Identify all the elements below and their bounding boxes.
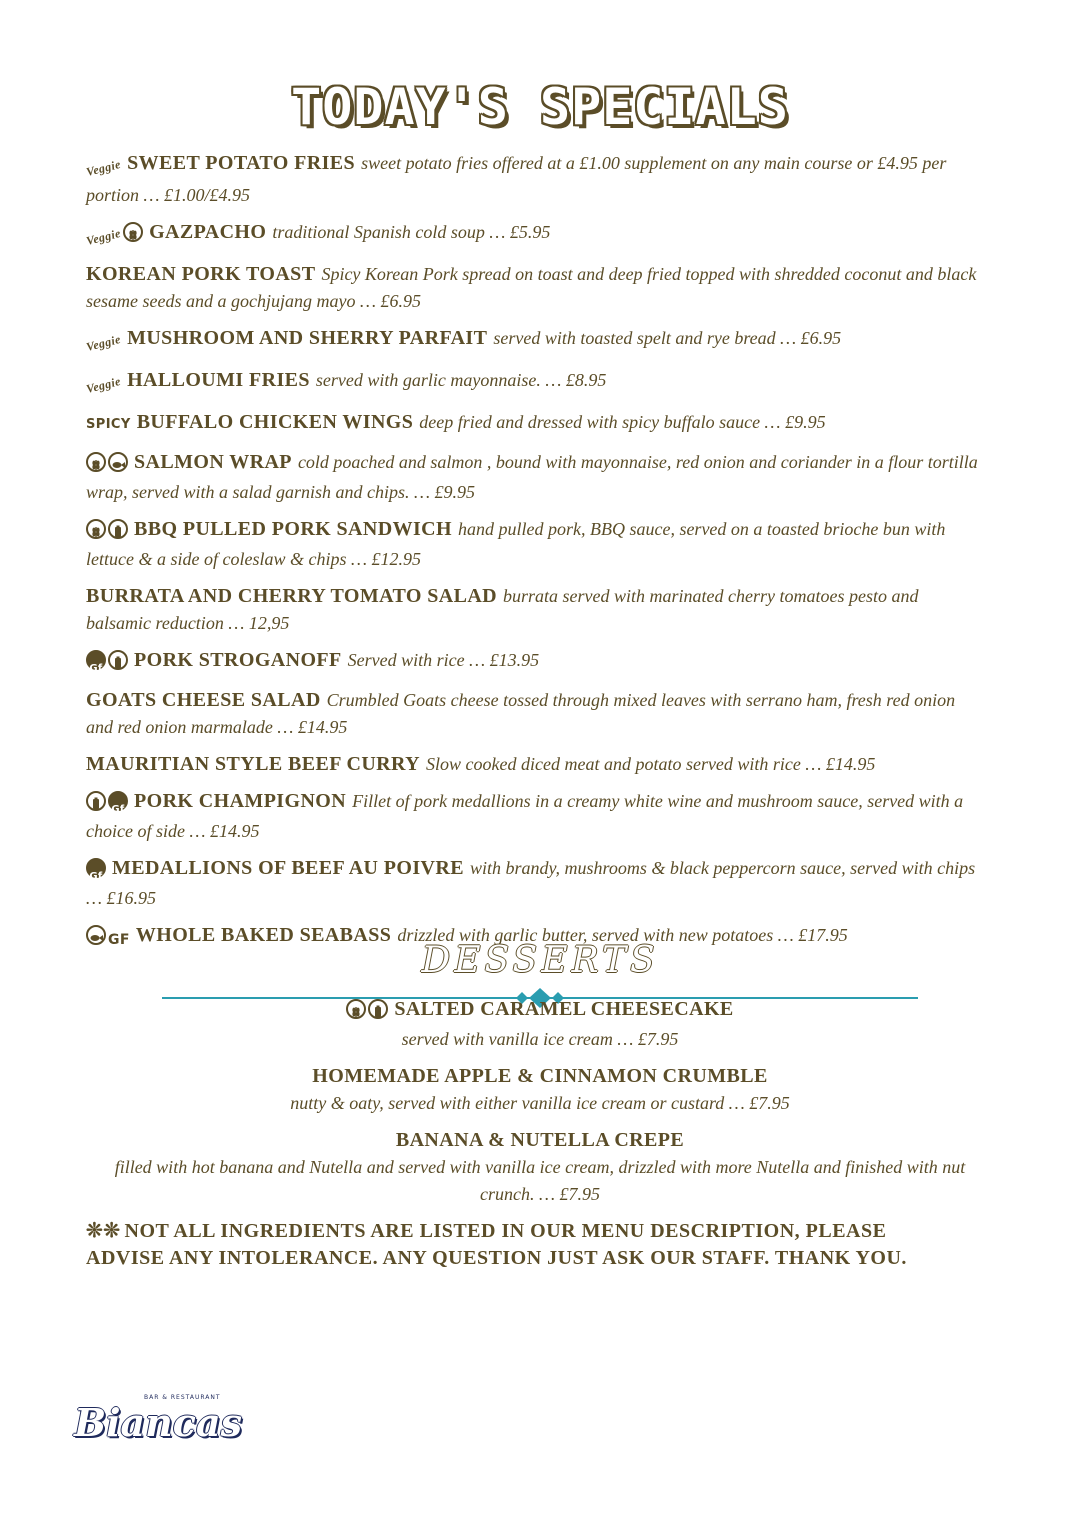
special-item — [86, 855, 986, 912]
asterisk-icon: ❊❊ — [86, 1220, 121, 1242]
dish-name — [84, 327, 488, 355]
dish-name — [86, 585, 497, 607]
dessert-item — [86, 1063, 994, 1117]
dish-name — [86, 753, 420, 775]
wheat-free-icon — [86, 452, 106, 472]
dish-name-text: KOREAN PORK TOAST — [86, 263, 316, 285]
dish-name-text: PORK STROGANOFF — [134, 649, 342, 671]
dish-name — [84, 152, 356, 180]
dietary-badges — [86, 519, 130, 546]
dish-name-text: WHOLE BAKED SEABASS — [135, 924, 392, 946]
dietary-badges — [86, 858, 108, 885]
allergen-notice — [86, 1218, 926, 1272]
wheat-free-icon — [123, 222, 143, 242]
dish-name-text: MEDALLIONS OF BEEF AU POIVRE — [112, 857, 464, 879]
dessert-item — [86, 1127, 994, 1208]
gluten-free-icon: GF — [108, 932, 130, 948]
dairy-free-icon — [108, 519, 128, 539]
dish-name-text: BANANA & NUTELLA CREPE — [395, 1129, 685, 1151]
dish-name — [86, 649, 342, 674]
special-item — [86, 325, 986, 357]
fish-glyph — [110, 457, 126, 473]
special-item — [86, 583, 986, 637]
wheat-free-icon — [86, 519, 106, 539]
special-item — [86, 449, 986, 506]
notice-text: NOT ALL INGREDIENTS ARE LISTED IN OUR MENU DESCRIPTION, PLEASE ADVISE ANY INTOLERANCE. ANY QUESTION JUST ASK OUR STAFF. THANK YOU. — [86, 1220, 907, 1269]
dish-name — [84, 221, 267, 249]
dish-name-text: PORK CHAMPIGNON — [134, 790, 347, 812]
logo-name: Biancas — [74, 1400, 242, 1445]
dish-name-text: SWEET POTATO FRIES — [127, 152, 356, 174]
dish-description: Served with rice … £13.95 — [347, 650, 540, 670]
dairy-free-icon — [108, 650, 128, 670]
gluten-free-icon-label: Gf — [89, 871, 103, 882]
bottle-glyph — [88, 796, 104, 812]
dish-name — [86, 1127, 994, 1154]
dish-description: Spicy Korean Pork spread on toast and deep fried topped with shredded coconut and black sesame seeds and a gochjujang mayo … £6.95 — [86, 264, 977, 311]
dish-name — [86, 996, 994, 1026]
dish-description: hand pulled pork, BBQ sauce, served on a toasted brioche bun with lettuce & a side of coleslaw & chips … £12.95 — [86, 519, 946, 569]
dish-description: nutty & oaty, served with either vanilla ice cream or custard … £7.95 — [290, 1093, 790, 1113]
page-title: TODAY'S SPECIALS — [291, 78, 789, 136]
dish-description: served with garlic mayonnaise. … £8.95 — [315, 370, 607, 390]
dish-name — [86, 411, 413, 433]
special-item — [86, 516, 986, 573]
dish-description: Fillet of pork medallions in a creamy white wine and mushroom sauce, served with a choice of side … £14.95 — [86, 791, 964, 841]
dietary-badges — [86, 411, 133, 439]
gluten-free-icon-label: Gf — [111, 804, 125, 815]
wheat-glyph — [88, 457, 104, 473]
dietary-badges — [86, 791, 130, 818]
spicy-icon: SPICY — [86, 417, 131, 432]
dairy-free-icon — [368, 999, 388, 1019]
dish-name — [86, 1063, 994, 1090]
dish-description: traditional Spanish cold soup … £5.95 — [272, 222, 551, 242]
dish-name-text: HALLOUMI FRIES — [127, 369, 310, 391]
dish-name-text: SALTED CARAMEL CHEESECAKE — [394, 998, 734, 1020]
bottle-glyph — [110, 524, 126, 540]
dietary-badges — [86, 370, 123, 399]
special-item — [86, 409, 986, 439]
gluten-free-icon — [86, 858, 106, 882]
special-item — [86, 788, 986, 845]
dish-name-text: BURRATA AND CHERRY TOMATO SALAD — [86, 585, 498, 607]
bottle-glyph — [110, 655, 126, 671]
veggie-icon: Veggie — [84, 331, 123, 355]
logo-subtitle: BAR & RESTAURANT — [144, 1394, 221, 1401]
veggie-icon: Veggie — [84, 225, 123, 249]
wheat-glyph — [125, 227, 141, 243]
desserts-list — [86, 996, 994, 1218]
dish-name-text: BBQ PULLED PORK SANDWICH — [134, 518, 452, 540]
wheat-glyph — [88, 524, 104, 540]
dish-description: burrata served with marinated cherry tomatoes pesto and balsamic reduction … 12,95 — [86, 586, 919, 633]
dish-name-text: HOMEMADE APPLE & CINNAMON CRUMBLE — [312, 1065, 768, 1087]
gluten-free-icon — [108, 791, 128, 815]
dish-description: Slow cooked diced meat and potato served with rice … £14.95 — [426, 754, 876, 774]
dish-name-text: MAURITIAN STYLE BEEF CURRY — [86, 753, 420, 775]
gluten-free-icon — [86, 650, 106, 674]
dish-name — [86, 857, 464, 882]
specials-list — [86, 150, 986, 964]
dish-name-text: GAZPACHO — [149, 221, 267, 243]
dish-name-text: SALMON WRAP — [134, 451, 292, 473]
dish-name-text: MUSHROOM AND SHERRY PARFAIT — [127, 327, 488, 349]
dietary-badges — [86, 153, 123, 182]
special-item — [86, 367, 986, 399]
fish-icon — [108, 452, 128, 472]
special-item — [86, 687, 986, 741]
dish-name — [86, 689, 321, 711]
restaurant-logo — [74, 1394, 242, 1454]
desserts-heading: DESSERTS — [421, 940, 659, 981]
dish-description: with brandy, mushrooms & black peppercorn sauce, served with chips … £16.95 — [86, 858, 976, 908]
dish-name-text: GOATS CHEESE SALAD — [86, 689, 321, 711]
special-item — [86, 647, 986, 677]
dish-description: filled with hot banana and Nutella and served with vanilla ice cream, drizzled with more Nutella and finished with nut crunch. … £7.95 — [114, 1157, 966, 1204]
dietary-badges — [86, 222, 145, 251]
dish-description: served with toasted spelt and rye bread … £6.95 — [493, 328, 842, 348]
wheat-free-icon — [346, 999, 366, 1019]
special-item — [86, 261, 986, 315]
dish-description: drizzled with garlic butter, served with new potatoes … £17.95 — [397, 925, 848, 945]
veggie-icon: Veggie — [84, 373, 123, 397]
dish-name — [86, 518, 452, 540]
dietary-badges — [86, 452, 130, 479]
dish-description: deep fried and dressed with spicy buffalo sauce … £9.95 — [419, 412, 826, 432]
dish-name — [84, 369, 310, 397]
dish-name — [86, 790, 347, 815]
dish-name — [86, 451, 292, 473]
special-item — [86, 219, 986, 251]
dietary-badges — [346, 999, 390, 1026]
gluten-free-icon-label: Gf — [89, 663, 103, 674]
dish-name — [86, 263, 315, 285]
veggie-icon: Veggie — [84, 156, 123, 180]
dietary-badges — [86, 328, 123, 357]
special-item — [86, 150, 986, 209]
wheat-glyph — [348, 1004, 364, 1020]
dairy-free-icon — [86, 791, 106, 811]
dish-description: sweet potato fries offered at a £1.00 supplement on any main course or £4.95 per portion … £1.00/£4.95 — [86, 153, 947, 205]
bottle-glyph — [370, 1004, 386, 1020]
special-item — [86, 751, 986, 778]
dish-description: served with vanilla ice cream … £7.95 — [401, 1029, 679, 1049]
dessert-item — [86, 996, 994, 1053]
dish-description: cold poached and salmon , bound with mayonnaise, red onion and coriander in a flour tortilla wrap, served with a salad garnish and chips. … £9.95 — [86, 452, 978, 502]
dish-description: Crumbled Goats cheese tossed through mixed leaves with serrano ham, fresh red onion and red onion marmalade … £14.95 — [86, 690, 956, 737]
dietary-badges — [86, 650, 130, 677]
dish-name-text: BUFFALO CHICKEN WINGS — [136, 411, 414, 433]
